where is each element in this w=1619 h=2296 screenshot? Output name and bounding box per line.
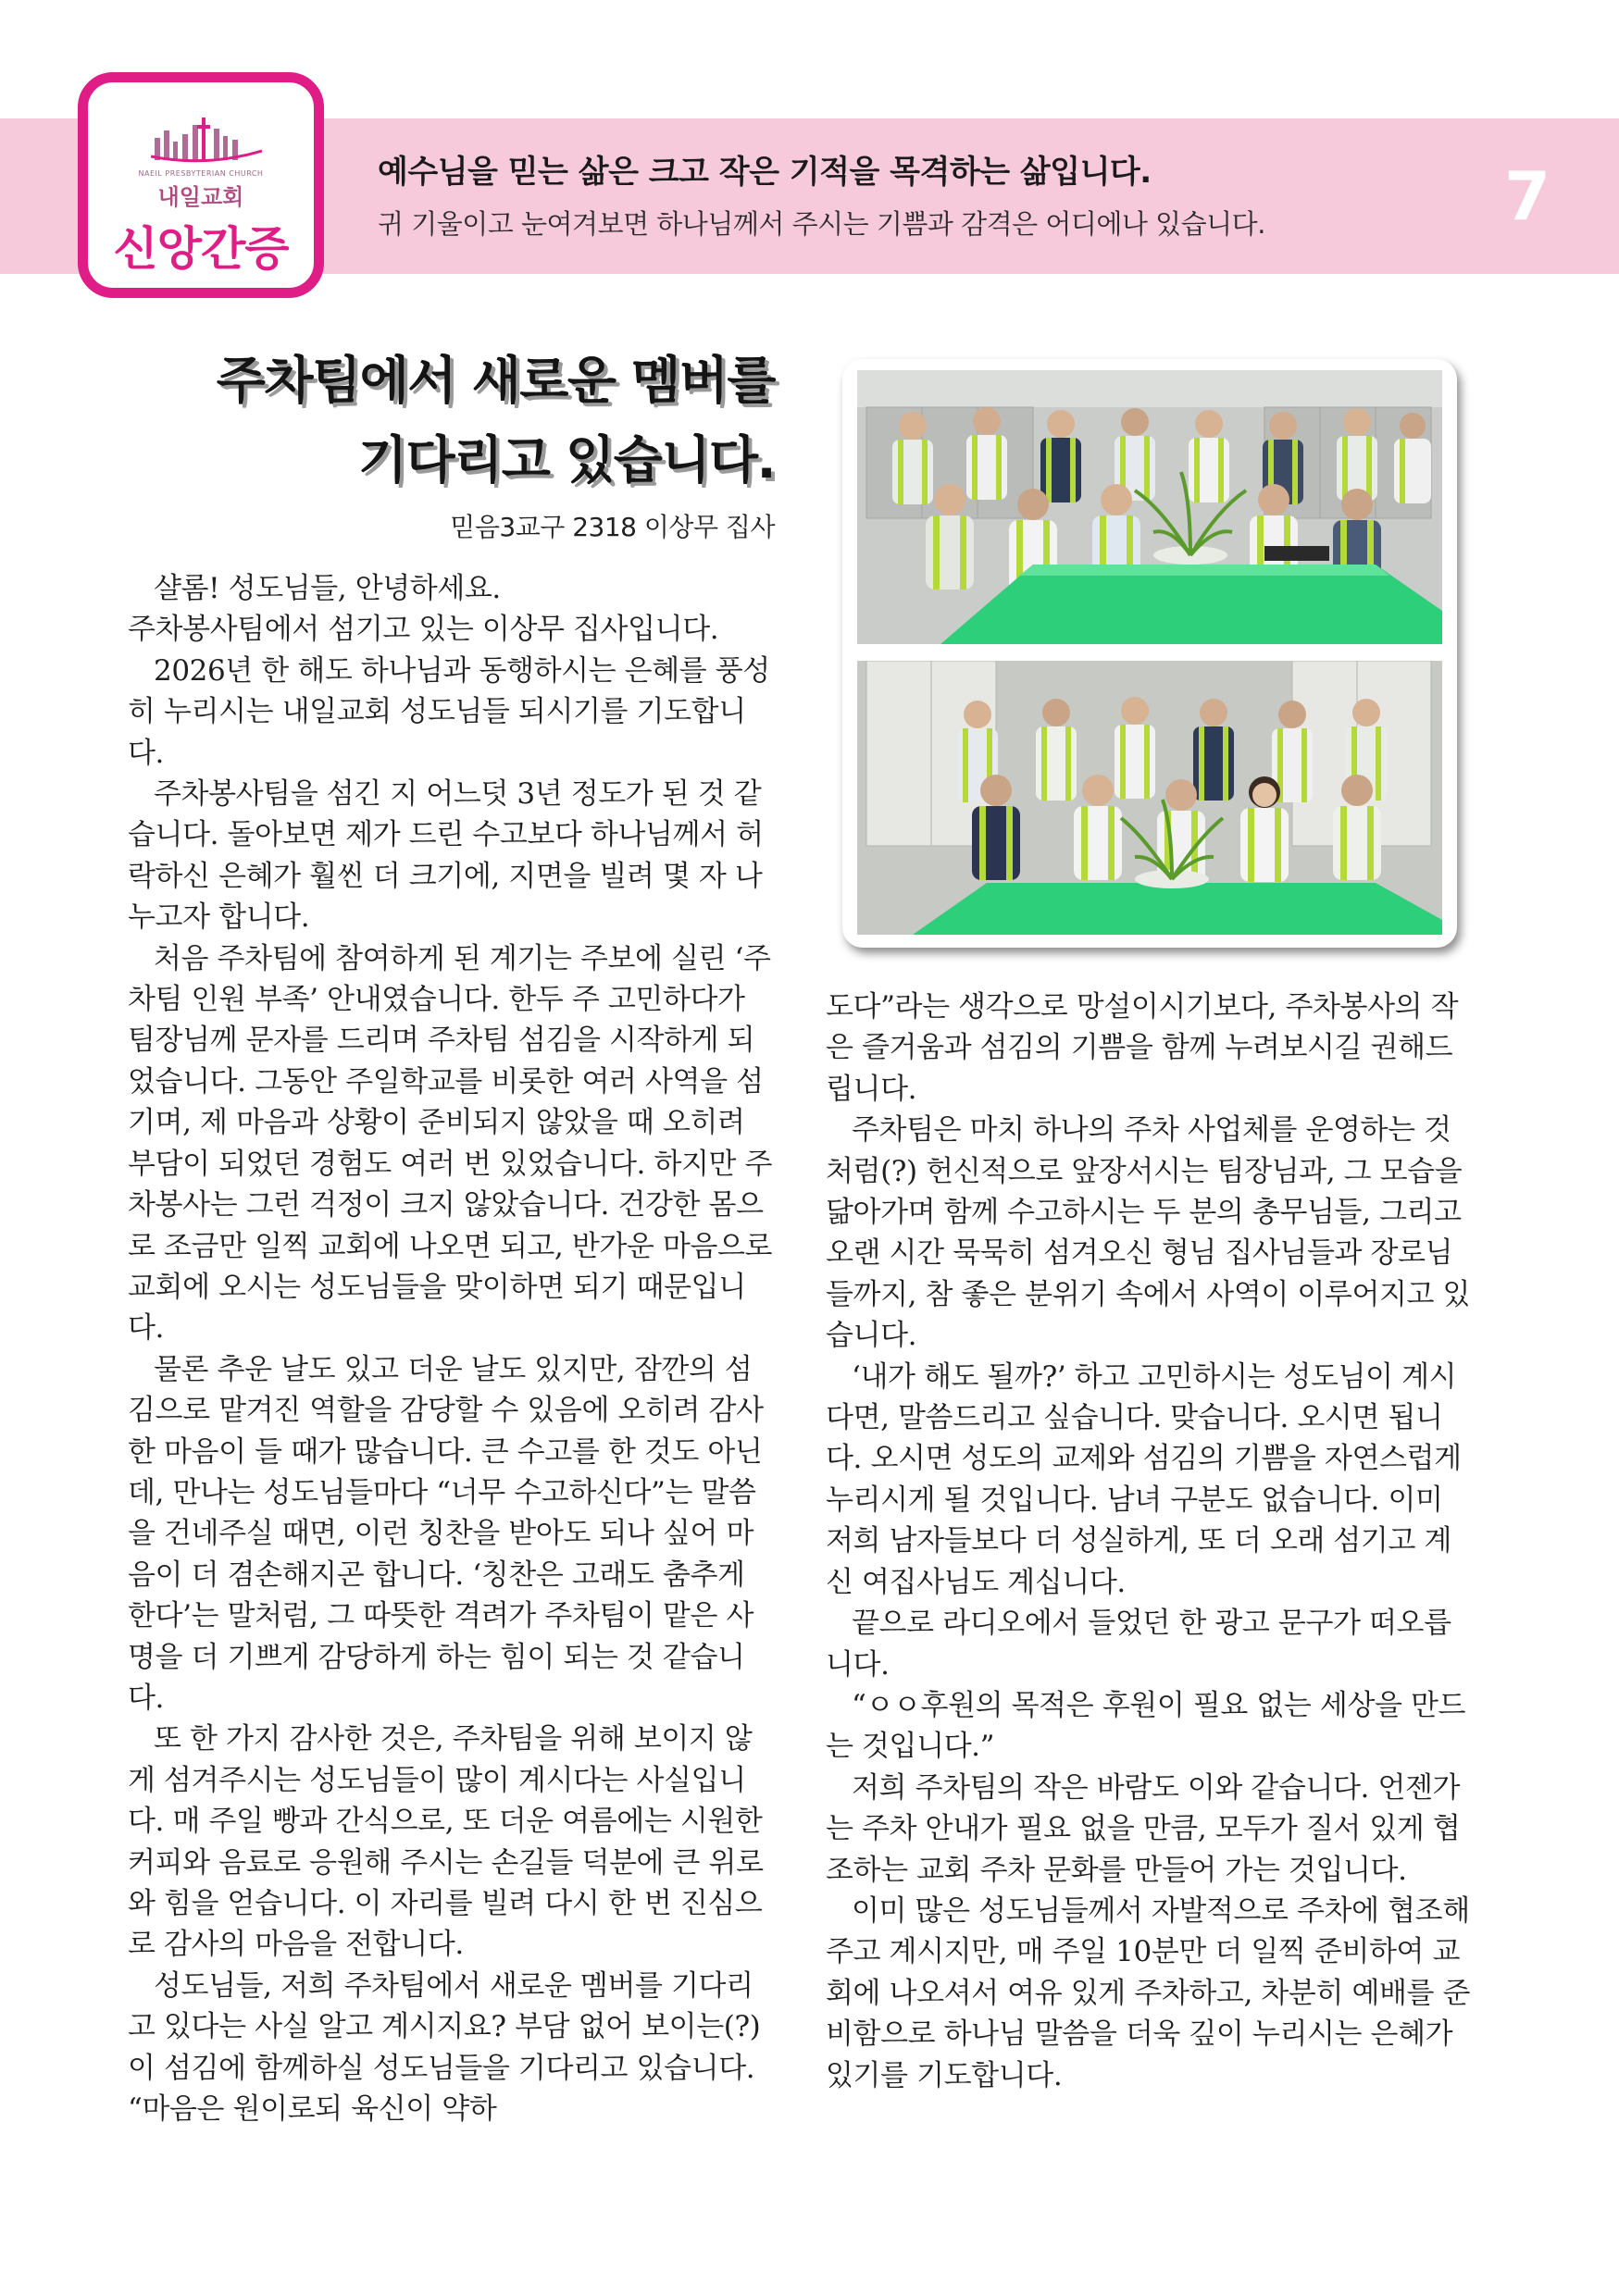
paragraph: 주차봉사팀에서 섬기고 있는 이상무 집사입니다. — [128, 613, 719, 647]
paragraph: 주차봉사팀을 섬긴 지 어느덧 3년 정도가 된 것 같습니다. 돌아보면 제가 드린 수고보다 하나님께서 허락하신 은혜가 훨씬 더 크기에, 지면을 빌려 몇 자 나누고자 합니다. — [128, 777, 764, 935]
paragraph: 주차팀은 마치 하나의 주차 사업체를 운영하는 것처럼(?) 헌신적으로 앞장서시는 팀장님과, 그 모습을 닮아가며 함께 수고하시는 두 분의 총무님들, 그리고 오랜 시간 묵묵히 섬겨오신 형님 집사님들과 장로님들까지, 참 좋은 분위기 속에서 사역이 이루어지고 있습니다. — [826, 1113, 1471, 1353]
article-title-line-2: 기다리고 있습니다. — [357, 430, 775, 490]
church-skyline-icon — [151, 116, 262, 164]
paragraph: ‘내가 해도 될까?’ 하고 고민하시는 성도님이 계시다면, 말씀드리고 싶습니다. 맞습니다. 오시면 됩니다. 오시면 성도의 교제와 섬김의 기쁨을 자연스럽게 누리시게 될 것입니다. 남녀 구분도 없습니다. 이미 저희 남자들보다 더 성실하게, 또 더 오래 섬기고 계신 여집사님도 계십니다. — [826, 1359, 1462, 1599]
paragraph: 성도님들, 저희 주차팀에서 새로운 멤버를 기다리고 있다는 사실 알고 계시지요? 부담 없어 보이는(?) 이 섬김에 함께하실 성도님들을 기다리고 있습니다. “마음은 원이로되 육신이 약하 — [128, 1968, 761, 2127]
paragraph: 저희 주차팀의 작은 바람도 이와 같습니다. 언젠가는 주차 안내가 필요 없을 만큼, 모두가 질서 있게 협조하는 교회 주차 문화를 만들어 가는 것입니다. — [826, 1770, 1461, 1887]
paragraph: 또 한 가지 감사한 것은, 주차팀을 위해 보이지 않게 섬겨주시는 성도님들이 많이 계시다는 사실입니다. 매 주일 빵과 간식으로, 또 더운 여름에는 시원한 커피와 음료로 응원해 주시는 손길들 덕분에 큰 위로와 힘을 얻습니다. 이 자리를 빌려 다시 한 번 진심으로 감사의 마음을 전합니다. — [128, 1722, 764, 1962]
header-tagline-main: 예수님을 믿는 삶은 크고 작은 기적을 목격하는 삶입니다. — [378, 154, 1152, 191]
paragraph: 끝으로 라디오에서 들었던 한 광고 문구가 떠오릅니다. — [826, 1607, 1451, 1682]
team-photo-1 — [857, 370, 1442, 644]
paragraph: 처음 주차팀에 참여하게 된 계기는 주보에 실린 ‘주차팀 인원 부족’ 안내였습니다. 한두 주 고민하다가 팀장님께 문자를 드리며 주차팀 섬김을 시작하게 되었습니다. 그동안 주일학교를 비롯한 여러 사역을 섬기며, 제 마음과 상황이 준비되지 않았을 때 오히려 부담이 되었던 경험도 여러 번 있었습니다. 하지만 주차봉사는 그런 걱정이 크지 않았습니다. 건강한 몸으로 조금만 일찍 교회에 나오면 되고, 반가운 마음으로 교회에 오시는 성도님들을 맞이하면 되기 때문입니다. — [128, 941, 773, 1346]
team-photo-2 — [857, 661, 1442, 935]
article-column-right — [826, 987, 1474, 2096]
logo-english-text: NAEIL PRESBYTERIAN CHURCH — [138, 169, 264, 178]
article-title — [217, 341, 775, 500]
paragraph: 도다”라는 생각으로 망설이시기보다, 주차봉사의 작은 즐거움과 섬김의 기쁨을 함께 누려보시길 권해드립니다. — [826, 990, 1459, 1106]
article-author: 믿음3교구 2318 이상무 집사 — [450, 512, 775, 542]
paragraph: 샬롬! 성도님들, 안녕하세요. — [154, 572, 501, 605]
paragraph: “ㅇㅇ후원의 목적은 후원이 필요 없는 세상을 만드는 것입니다.” — [826, 1688, 1466, 1764]
article-title-line-1: 주차팀에서 새로운 멤버를 — [216, 351, 775, 410]
section-label: 신앙간증 — [113, 222, 289, 276]
page-number: 7 — [1503, 157, 1551, 235]
paragraph: 물론 추운 날도 있고 더운 날도 있지만, 잠깐의 섬김으로 맡겨진 역할을 감당할 수 있음에 오히려 감사한 마음이 들 때가 많습니다. 큰 수고를 한 것도 아닌데, 만나는 성도님들마다 “너무 수고하신다”는 말씀을 건네주실 때면, 이런 칭찬을 받아도 되나 싶어 마음이 더 겸손해지곤 합니다. ‘칭찬은 고래도 춤추게 한다’는 말처럼, 그 따뜻한 격려가 주차팀이 맡은 사명을 더 기쁘게 감당하게 하는 힘이 되는 것 같습니다. — [128, 1352, 764, 1715]
paragraph: 이미 많은 성도님들께서 자발적으로 주차에 협조해 주고 계시지만, 매 주일 10분만 더 일찍 준비하여 교회에 나오셔서 여유 있게 주차하고, 차분히 예배를 준비함으로 하나님 말씀을 더욱 깊이 누리시는 은혜가 있기를 기도합니다. — [826, 1893, 1471, 2092]
church-logo — [78, 72, 324, 298]
photo-frame — [842, 359, 1457, 948]
logo-church-name: 내일교회 — [157, 184, 244, 210]
article-column-left — [128, 568, 776, 2129]
paragraph: 2026년 한 해도 하나님과 동행하시는 은혜를 풍성히 누리시는 내일교회 성도님들 되시기를 기도합니다. — [128, 653, 770, 770]
header-tagline-sub: 귀 기울이고 눈여겨보면 하나님께서 주시는 기쁨과 감격은 어디에나 있습니다. — [378, 208, 1265, 240]
